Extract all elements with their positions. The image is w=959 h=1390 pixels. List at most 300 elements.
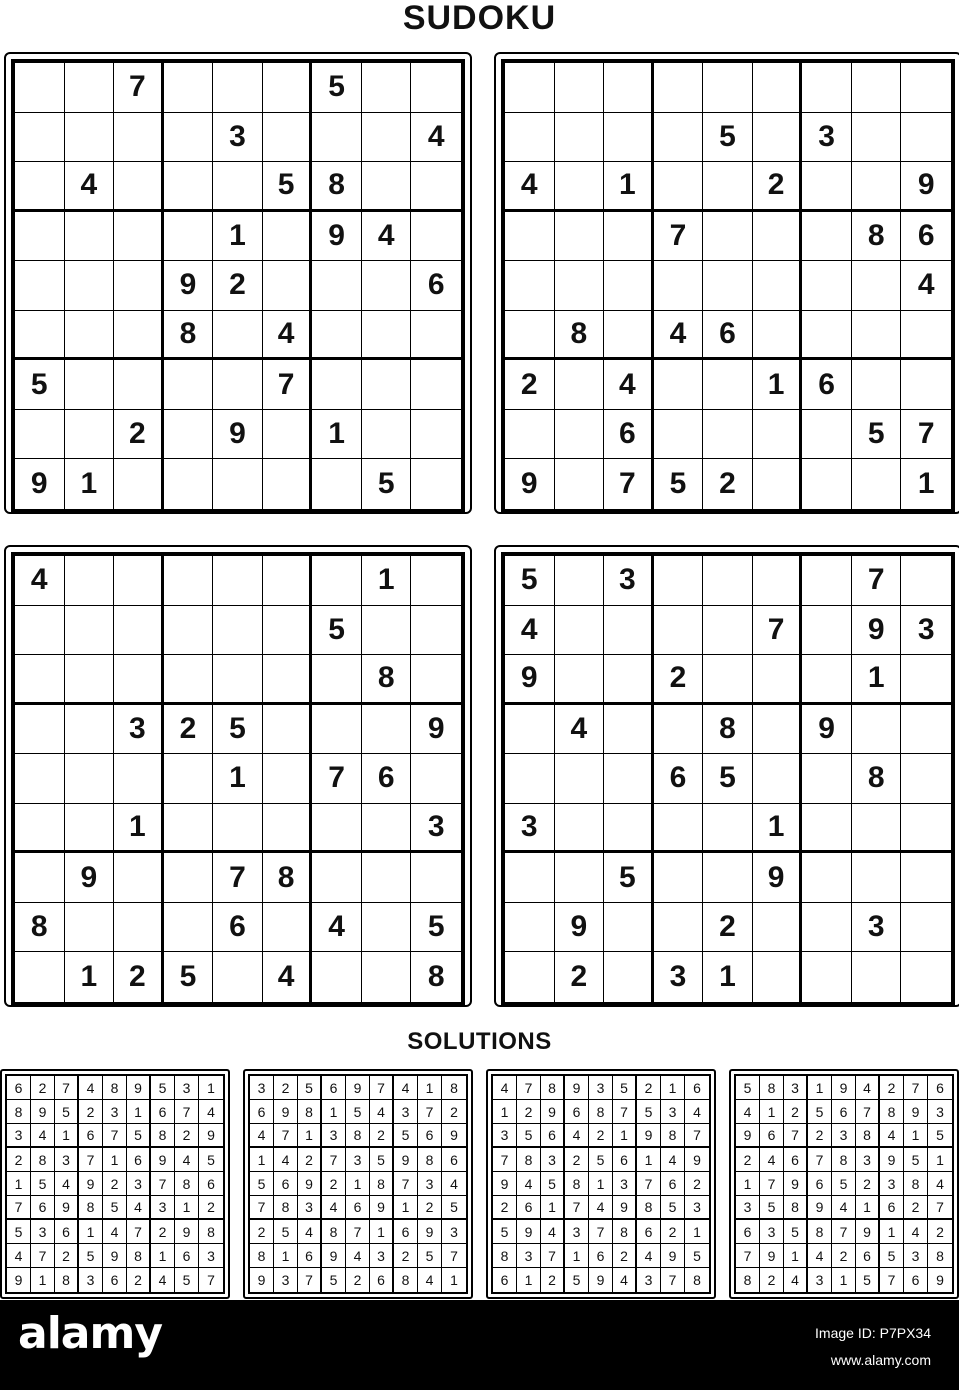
empty-cell [901, 903, 951, 953]
given-digit: 3 [213, 113, 263, 163]
given-digit: 1 [852, 655, 902, 705]
empty-cell [654, 63, 704, 113]
solution-digit: 5 [589, 1148, 613, 1172]
solution-digit: 1 [856, 1196, 880, 1220]
empty-cell [164, 606, 214, 656]
solution-digit: 3 [298, 1196, 322, 1220]
solution-grid [491, 1074, 711, 1294]
empty-cell [65, 113, 115, 163]
solution-digit: 8 [880, 1100, 904, 1124]
solution-digit: 6 [832, 1100, 856, 1124]
empty-cell [901, 113, 951, 163]
empty-cell [753, 705, 803, 755]
solution-digit: 6 [760, 1124, 784, 1148]
solution-digit: 9 [736, 1124, 760, 1148]
solution-grid [734, 1074, 954, 1294]
empty-cell [555, 853, 605, 903]
solution-digit: 7 [418, 1100, 442, 1124]
given-digit: 1 [213, 754, 263, 804]
given-digit: 1 [65, 459, 115, 509]
solution-digit: 4 [55, 1172, 79, 1196]
empty-cell [753, 459, 803, 509]
given-digit: 4 [654, 311, 704, 361]
solution-digit: 1 [613, 1124, 637, 1148]
given-digit: 4 [312, 903, 362, 953]
empty-cell [213, 655, 263, 705]
empty-cell [555, 410, 605, 460]
solution-digit: 9 [370, 1196, 394, 1220]
solution-digit: 3 [589, 1076, 613, 1100]
solution-digit: 2 [103, 1172, 127, 1196]
solution-digit: 2 [808, 1124, 832, 1148]
given-digit: 1 [604, 162, 654, 212]
solution-digit: 3 [661, 1100, 685, 1124]
solution-digit: 6 [565, 1100, 589, 1124]
empty-cell [505, 853, 555, 903]
given-digit: 7 [604, 459, 654, 509]
empty-cell [362, 804, 412, 854]
empty-cell [213, 311, 263, 361]
empty-cell [65, 804, 115, 854]
given-digit: 2 [164, 705, 214, 755]
empty-cell [901, 853, 951, 903]
empty-cell [901, 360, 951, 410]
solution-digit: 5 [637, 1100, 661, 1124]
solution-digit: 6 [79, 1124, 103, 1148]
solution-digit: 4 [493, 1076, 517, 1100]
solution-digit: 5 [541, 1172, 565, 1196]
given-digit: 6 [604, 410, 654, 460]
page-title: SUDOKU [402, 0, 557, 37]
solution-digit: 8 [31, 1148, 55, 1172]
solution-digit: 4 [199, 1100, 223, 1124]
solution-digit: 6 [199, 1172, 223, 1196]
given-digit: 4 [15, 556, 65, 606]
empty-cell [411, 410, 461, 460]
solution-1 [0, 1069, 230, 1299]
empty-cell [411, 655, 461, 705]
empty-cell [505, 952, 555, 1002]
solution-digit: 3 [685, 1196, 709, 1220]
empty-cell [852, 63, 902, 113]
solution-digit: 5 [880, 1244, 904, 1268]
empty-cell [15, 212, 65, 262]
solution-digit: 3 [103, 1100, 127, 1124]
empty-cell [263, 63, 313, 113]
empty-cell [312, 655, 362, 705]
solution-digit: 9 [936, 1272, 944, 1288]
solution-digit: 2 [904, 1196, 928, 1220]
solution-digit: 3 [832, 1124, 856, 1148]
given-digit: 8 [427, 960, 445, 994]
empty-cell [65, 311, 115, 361]
solution-digit: 3 [736, 1196, 760, 1220]
empty-cell [263, 655, 313, 705]
given-digit: 6 [213, 903, 263, 953]
solution-digit: 7 [79, 1148, 103, 1172]
solution-digit: 9 [127, 1076, 151, 1100]
solution-digit: 8 [346, 1124, 370, 1148]
empty-cell [15, 162, 65, 212]
empty-cell [654, 903, 704, 953]
sudoku-grid [11, 552, 465, 1006]
solution-digit: 5 [832, 1172, 856, 1196]
solution-digit: 9 [199, 1124, 223, 1148]
given-digit: 1 [65, 952, 115, 1002]
solution-digit: 9 [880, 1148, 904, 1172]
solution-digit: 2 [517, 1100, 541, 1124]
solution-digit: 9 [565, 1076, 589, 1100]
solution-digit: 5 [394, 1124, 418, 1148]
empty-cell [852, 311, 902, 361]
solution-digit: 8 [856, 1124, 880, 1148]
solution-digit: 6 [856, 1244, 880, 1268]
solution-digit: 4 [613, 1268, 637, 1292]
solution-digit: 7 [517, 1076, 541, 1100]
empty-cell [604, 311, 654, 361]
empty-cell [65, 212, 115, 262]
empty-cell [654, 804, 704, 854]
solution-digit: 1 [517, 1268, 541, 1292]
given-digit: 9 [753, 853, 803, 903]
empty-cell [65, 754, 115, 804]
empty-cell [654, 261, 704, 311]
empty-cell [802, 63, 852, 113]
solution-digit: 5 [517, 1124, 541, 1148]
solution-digit: 1 [322, 1100, 346, 1124]
solution-grid [248, 1074, 468, 1294]
solution-digit: 4 [832, 1196, 856, 1220]
empty-cell [802, 804, 852, 854]
solution-digit: 5 [127, 1124, 151, 1148]
empty-cell [802, 162, 852, 212]
solution-digit: 5 [199, 1148, 223, 1172]
solution-digit: 4 [175, 1148, 199, 1172]
solution-digit: 4 [442, 1172, 466, 1196]
empty-cell [362, 360, 412, 410]
solution-digit: 9 [808, 1196, 832, 1220]
solution-digit: 8 [103, 1076, 127, 1100]
empty-cell [362, 311, 412, 361]
empty-cell [263, 754, 313, 804]
solution-digit: 7 [127, 1220, 151, 1244]
empty-cell [802, 606, 852, 656]
solution-digit: 7 [760, 1172, 784, 1196]
solution-digit: 4 [760, 1148, 784, 1172]
empty-cell [114, 655, 164, 705]
solution-digit: 8 [736, 1268, 760, 1292]
solution-digit: 7 [661, 1268, 685, 1292]
solution-digit: 2 [661, 1220, 685, 1244]
solution-digit: 1 [346, 1172, 370, 1196]
empty-cell [213, 162, 263, 212]
solution-digit: 6 [880, 1196, 904, 1220]
empty-cell [114, 162, 164, 212]
solution-digit: 7 [55, 1076, 79, 1100]
empty-cell [703, 804, 753, 854]
empty-cell [901, 655, 951, 705]
empty-cell [604, 754, 654, 804]
empty-cell [312, 360, 362, 410]
given-digit: 9 [65, 853, 115, 903]
empty-cell [263, 410, 313, 460]
empty-cell [802, 212, 852, 262]
solution-digit: 2 [685, 1172, 709, 1196]
given-digit: 2 [505, 360, 555, 410]
given-digit: 6 [901, 212, 951, 262]
empty-cell [505, 903, 555, 953]
given-digit: 1 [753, 804, 803, 854]
given-digit: 8 [555, 311, 605, 361]
solution-digit: 1 [79, 1220, 103, 1244]
solution-digit: 6 [370, 1268, 394, 1292]
solution-digit: 4 [250, 1124, 274, 1148]
solution-digit: 8 [493, 1244, 517, 1268]
given-digit: 9 [164, 261, 214, 311]
solution-digit: 5 [103, 1196, 127, 1220]
empty-cell [213, 952, 263, 1002]
empty-cell [263, 459, 313, 509]
solution-digit: 1 [541, 1196, 565, 1220]
empty-cell [65, 63, 115, 113]
solution-digit: 3 [346, 1148, 370, 1172]
solution-digit: 4 [79, 1076, 103, 1100]
solution-digit: 6 [808, 1172, 832, 1196]
given-digit: 9 [505, 459, 555, 509]
empty-cell [703, 360, 753, 410]
empty-cell [654, 410, 704, 460]
solution-digit: 7 [685, 1124, 709, 1148]
solution-digit: 4 [808, 1244, 832, 1268]
solution-digit: 5 [175, 1268, 199, 1292]
solution-digit: 8 [7, 1100, 31, 1124]
empty-cell [65, 410, 115, 460]
empty-cell [703, 853, 753, 903]
solution-digit: 9 [541, 1100, 565, 1124]
empty-cell [362, 63, 412, 113]
given-digit: 3 [505, 804, 555, 854]
solution-digit: 2 [55, 1244, 79, 1268]
empty-cell [362, 113, 412, 163]
solution-digit: 4 [322, 1196, 346, 1220]
solution-digit: 8 [199, 1220, 223, 1244]
solution-digit: 3 [31, 1220, 55, 1244]
empty-cell [65, 556, 115, 606]
solution-digit: 8 [541, 1076, 565, 1100]
given-digit: 5 [852, 410, 902, 460]
solution-grid [5, 1074, 225, 1294]
solution-digit: 9 [151, 1148, 175, 1172]
given-digit: 5 [312, 63, 362, 113]
solution-digit: 9 [493, 1172, 517, 1196]
solution-digit: 7 [637, 1172, 661, 1196]
watermark-image-id: Image ID: P7PX34 [815, 1325, 931, 1341]
empty-cell [852, 853, 902, 903]
given-digit: 5 [411, 903, 461, 953]
solution-digit: 6 [418, 1124, 442, 1148]
sudoku-grid [11, 59, 465, 513]
solution-digit: 3 [613, 1172, 637, 1196]
given-digit: 8 [852, 754, 902, 804]
empty-cell [505, 212, 555, 262]
given-digit: 2 [703, 903, 753, 953]
given-digit: 8 [164, 311, 214, 361]
empty-cell [753, 952, 803, 1002]
solution-digit: 7 [31, 1244, 55, 1268]
solution-digit: 2 [322, 1172, 346, 1196]
solution-digit: 4 [346, 1244, 370, 1268]
solution-digit: 5 [31, 1172, 55, 1196]
empty-cell [555, 754, 605, 804]
empty-cell [164, 556, 214, 606]
empty-cell [604, 903, 654, 953]
solution-digit: 5 [298, 1076, 322, 1100]
given-digit: 8 [852, 212, 902, 262]
empty-cell [703, 261, 753, 311]
given-digit: 1 [213, 212, 263, 262]
solution-digit: 1 [55, 1124, 79, 1148]
given-digit: 3 [411, 804, 461, 854]
sudoku-puzzle-4 [494, 545, 959, 1007]
solution-digit: 7 [904, 1076, 928, 1100]
solution-digit: 8 [589, 1100, 613, 1124]
given-digit: 9 [555, 903, 605, 953]
empty-cell [555, 804, 605, 854]
solution-digit: 1 [199, 1076, 223, 1100]
empty-cell [263, 705, 313, 755]
given-digit: 1 [917, 467, 935, 501]
solution-digit: 6 [637, 1220, 661, 1244]
solution-digit: 4 [565, 1124, 589, 1148]
given-digit: 2 [114, 952, 164, 1002]
empty-cell [15, 853, 65, 903]
solution-digit: 6 [613, 1148, 637, 1172]
sudoku-puzzle-2 [494, 52, 959, 514]
given-digit: 5 [263, 162, 313, 212]
solution-digit: 2 [175, 1124, 199, 1148]
given-digit: 5 [15, 360, 65, 410]
sudoku-grid [501, 59, 955, 513]
solution-digit: 1 [880, 1220, 904, 1244]
solution-digit: 8 [517, 1148, 541, 1172]
empty-cell [555, 459, 605, 509]
solution-digit: 4 [370, 1100, 394, 1124]
empty-cell [703, 212, 753, 262]
solutions-heading: SOLUTIONS [407, 1028, 552, 1055]
solution-digit: 7 [880, 1268, 904, 1292]
solution-digit: 6 [151, 1100, 175, 1124]
solution-digit: 9 [346, 1076, 370, 1100]
empty-cell [753, 63, 803, 113]
solution-digit: 4 [541, 1220, 565, 1244]
solution-digit: 4 [637, 1244, 661, 1268]
solution-digit: 5 [808, 1100, 832, 1124]
empty-cell [65, 360, 115, 410]
empty-cell [753, 410, 803, 460]
solution-digit: 6 [685, 1076, 709, 1100]
given-digit: 3 [802, 113, 852, 163]
given-digit: 9 [852, 606, 902, 656]
given-digit: 6 [654, 754, 704, 804]
solution-digit: 1 [298, 1124, 322, 1148]
empty-cell [505, 63, 555, 113]
empty-cell [753, 261, 803, 311]
given-digit: 5 [703, 754, 753, 804]
solution-digit: 7 [7, 1196, 31, 1220]
solution-digit: 9 [274, 1100, 298, 1124]
given-digit: 3 [604, 556, 654, 606]
solution-digit: 5 [151, 1076, 175, 1100]
empty-cell [213, 606, 263, 656]
given-digit: 2 [654, 655, 704, 705]
solution-digit: 9 [442, 1124, 466, 1148]
solution-digit: 5 [760, 1196, 784, 1220]
empty-cell [852, 113, 902, 163]
solution-digit: 8 [322, 1220, 346, 1244]
given-digit: 7 [901, 410, 951, 460]
empty-cell [164, 162, 214, 212]
solution-digit: 2 [637, 1076, 661, 1100]
empty-cell [411, 360, 461, 410]
solution-digit: 1 [637, 1148, 661, 1172]
empty-cell [164, 804, 214, 854]
empty-cell [65, 903, 115, 953]
solution-digit: 6 [346, 1196, 370, 1220]
empty-cell [312, 261, 362, 311]
solution-digit: 1 [661, 1076, 685, 1100]
solution-digit: 7 [808, 1148, 832, 1172]
solution-digit: 3 [394, 1100, 418, 1124]
given-digit: 8 [362, 655, 412, 705]
solution-digit: 9 [637, 1124, 661, 1148]
empty-cell [312, 113, 362, 163]
solution-digit: 8 [565, 1172, 589, 1196]
solution-digit: 8 [79, 1196, 103, 1220]
empty-cell [555, 261, 605, 311]
empty-cell [263, 556, 313, 606]
given-digit: 5 [312, 606, 362, 656]
solution-digit: 2 [298, 1148, 322, 1172]
solution-digit: 8 [693, 1272, 701, 1288]
solution-digit: 1 [904, 1124, 928, 1148]
solution-digit: 9 [661, 1244, 685, 1268]
empty-cell [312, 459, 362, 509]
empty-cell [802, 311, 852, 361]
empty-cell [703, 556, 753, 606]
solution-digit: 3 [493, 1124, 517, 1148]
given-digit: 7 [852, 556, 902, 606]
given-digit: 6 [703, 311, 753, 361]
given-digit: 3 [852, 903, 902, 953]
solution-digit: 5 [250, 1172, 274, 1196]
solution-digit: 3 [880, 1172, 904, 1196]
empty-cell [505, 705, 555, 755]
empty-cell [263, 261, 313, 311]
given-digit: 6 [411, 261, 461, 311]
empty-cell [213, 556, 263, 606]
solution-digit: 3 [322, 1124, 346, 1148]
empty-cell [703, 410, 753, 460]
solution-digit: 9 [322, 1244, 346, 1268]
empty-cell [802, 655, 852, 705]
empty-cell [802, 261, 852, 311]
empty-cell [411, 162, 461, 212]
solution-digit: 9 [103, 1244, 127, 1268]
solution-digit: 6 [928, 1076, 952, 1100]
solution-digit: 2 [493, 1196, 517, 1220]
solution-3 [486, 1069, 716, 1299]
solution-digit: 9 [685, 1148, 709, 1172]
